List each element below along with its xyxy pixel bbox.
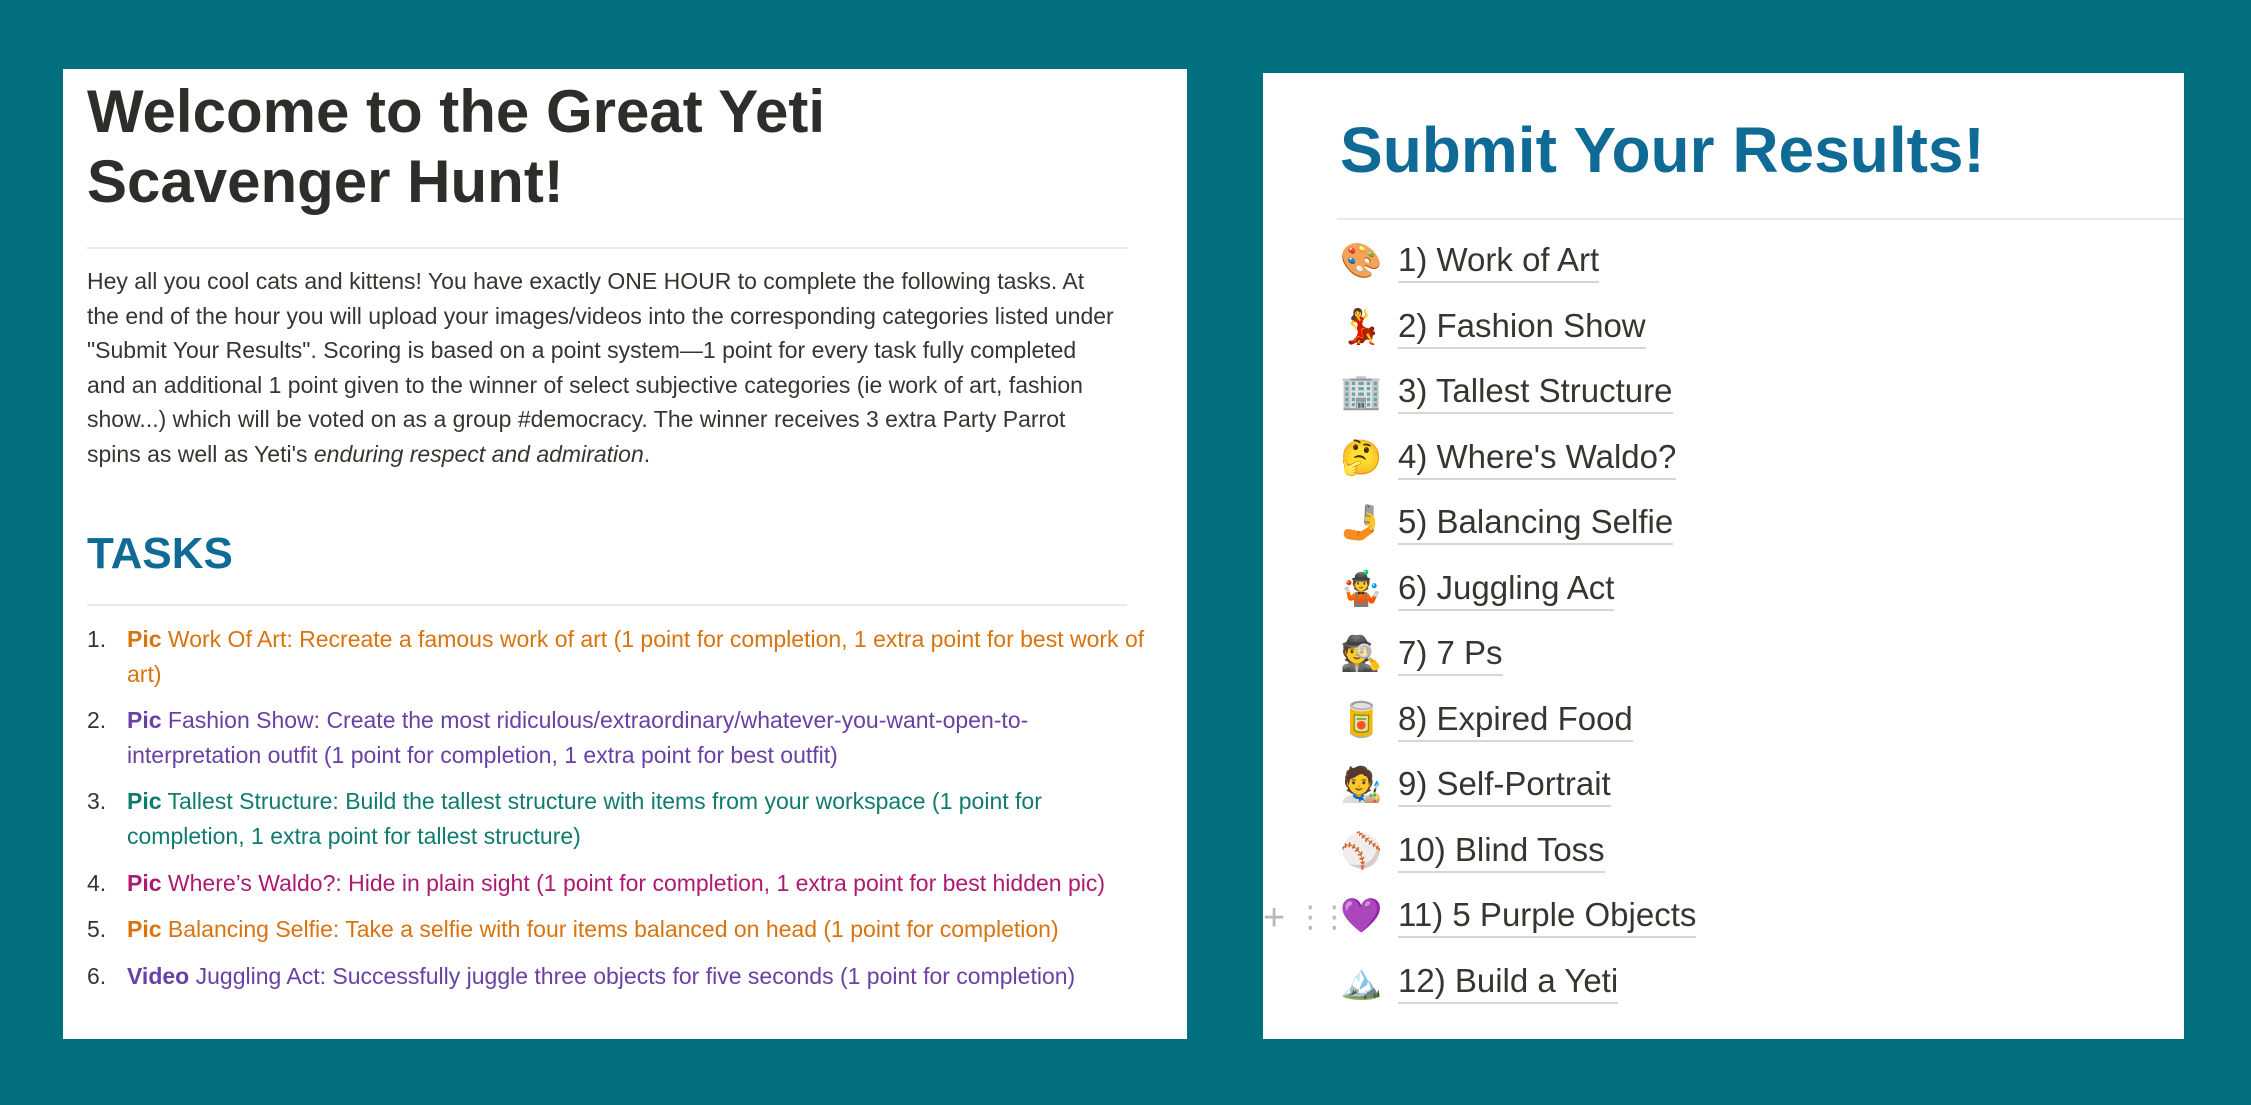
scavenger-hunt-page xyxy=(63,69,1187,1039)
result-link-label[interactable]: 4) Where's Waldo? xyxy=(1398,437,1676,480)
task-type-label: Pic xyxy=(127,788,162,815)
result-link-label[interactable]: 9) Self-Portrait xyxy=(1398,764,1611,807)
task-number: 2. xyxy=(87,707,107,734)
detective-icon: 🕵️ xyxy=(1340,635,1383,673)
results-title: Submit Your Results! xyxy=(1340,114,1985,186)
task-item xyxy=(87,866,1147,901)
add-block-icon[interactable]: + xyxy=(1263,897,1286,939)
result-link-label[interactable]: 11) 5 Purple Objects xyxy=(1398,895,1696,938)
intro-emphasis: enduring respect and admiration xyxy=(313,440,644,467)
result-page-link[interactable] xyxy=(1340,240,1696,306)
result-link-label[interactable]: 5) Balancing Selfie xyxy=(1398,502,1673,545)
task-type-label: Video xyxy=(127,962,190,989)
result-page-link[interactable] xyxy=(1340,895,1696,961)
task-number: 3. xyxy=(87,788,107,815)
mountain-icon: 🏔️ xyxy=(1340,962,1383,1001)
task-number: 6. xyxy=(87,962,107,989)
intro-end: . xyxy=(643,440,651,467)
task-description: Fashion Show: Create the most ridiculous/extraordinary/whatever-you-want-open-to-interpretation outfit (1 point for completion, 1 extra point for best outfit) xyxy=(127,707,1029,768)
task-type-label: Pic xyxy=(127,626,162,652)
task-type-label: Pic xyxy=(127,869,162,896)
result-page-link[interactable] xyxy=(1340,502,1696,568)
task-number: 4. xyxy=(87,869,107,896)
intro-text: Hey all you cool cats and kittens! You have exactly ONE HOUR to complete the following tasks. At the end of the hour you will upload your images/videos into the corresponding categories listed under "Submit Your Results". Scoring is based on a point system—1 point for every task fully completed and an additional 1 point given to the winner of select subjective categories (ie work of art, fashion show...) which will be voted on as a group #democracy. The winner receives 3 extra Party Parrot spins as well as Yeti's xyxy=(87,268,1114,467)
result-link-label[interactable]: 1) Work of Art xyxy=(1398,240,1599,283)
task-item xyxy=(87,912,1147,947)
task-item xyxy=(87,784,1147,853)
result-link-label[interactable]: 8) Expired Food xyxy=(1398,699,1633,742)
result-page-link[interactable] xyxy=(1340,764,1696,830)
task-description: Juggling Act: Successfully juggle three objects for five seconds (1 point for completion) xyxy=(195,962,1076,989)
result-page-link[interactable] xyxy=(1340,568,1696,634)
task-type-label: Pic xyxy=(127,707,162,734)
juggler-icon: 🤹 xyxy=(1340,569,1383,608)
result-page-link[interactable] xyxy=(1340,371,1696,437)
tasks-divider xyxy=(87,604,1127,606)
tasks-heading: TASKS xyxy=(87,529,233,578)
office-building-icon: 🏢 xyxy=(1340,373,1383,411)
task-item xyxy=(87,959,1147,994)
block-controls xyxy=(1263,897,1344,939)
result-page-link[interactable] xyxy=(1340,699,1696,765)
task-description: Balancing Selfie: Take a selfie with four items balanced on head (1 point for completion) xyxy=(167,916,1059,943)
result-link-label[interactable]: 2) Fashion Show xyxy=(1398,306,1646,349)
task-type-label: Pic xyxy=(127,916,162,943)
task-list xyxy=(87,622,1147,1005)
task-description: Work Of Art: Recreate a famous work of art (1 point for completion, 1 extra point for best work of art) xyxy=(127,626,1145,687)
result-page-link[interactable] xyxy=(1340,830,1696,896)
result-link-label[interactable]: 10) Blind Toss xyxy=(1398,830,1605,873)
result-link-label[interactable]: 6) Juggling Act xyxy=(1398,568,1614,611)
palette-icon: 🎨 xyxy=(1340,242,1383,280)
intro-paragraph xyxy=(87,264,1117,472)
result-page-link[interactable] xyxy=(1340,961,1696,1027)
task-number: 5. xyxy=(87,916,107,943)
task-description: Where’s Waldo?: Hide in plain sight (1 point for completion, 1 extra point for best hidden pic) xyxy=(167,869,1106,896)
result-page-link[interactable] xyxy=(1340,633,1696,699)
baseball-icon: ⚾ xyxy=(1340,831,1383,870)
results-divider xyxy=(1337,218,2184,220)
task-item xyxy=(87,622,1147,691)
task-number: 1. xyxy=(87,626,107,652)
page-title: Welcome to the Great Yeti Scavenger Hunt! xyxy=(87,78,826,215)
purple-heart-icon: 💜 xyxy=(1340,897,1383,935)
title-divider xyxy=(87,247,1127,249)
submit-results-page xyxy=(1263,73,2184,1039)
result-page-link[interactable] xyxy=(1340,437,1696,503)
result-page-link[interactable] xyxy=(1340,306,1696,372)
task-item xyxy=(87,703,1147,772)
dancer-icon: 💃 xyxy=(1340,307,1383,346)
drag-handle-icon[interactable]: ⋮⋮ xyxy=(1295,901,1344,934)
result-link-label[interactable]: 7) 7 Ps xyxy=(1398,633,1503,676)
result-link-label[interactable]: 12) Build a Yeti xyxy=(1398,961,1618,1004)
results-list xyxy=(1340,240,1696,1026)
thinking-face-icon: 🤔 xyxy=(1340,438,1383,477)
task-description: Tallest Structure: Build the tallest structure with items from your workspace (1 point for completion, 1 extra point for tallest structure) xyxy=(127,788,1042,849)
result-link-label[interactable]: 3) Tallest Structure xyxy=(1398,371,1673,414)
selfie-icon: 🤳 xyxy=(1340,504,1383,542)
artist-icon: 🧑‍🎨 xyxy=(1340,766,1383,804)
canned-food-icon: 🥫 xyxy=(1340,700,1383,739)
